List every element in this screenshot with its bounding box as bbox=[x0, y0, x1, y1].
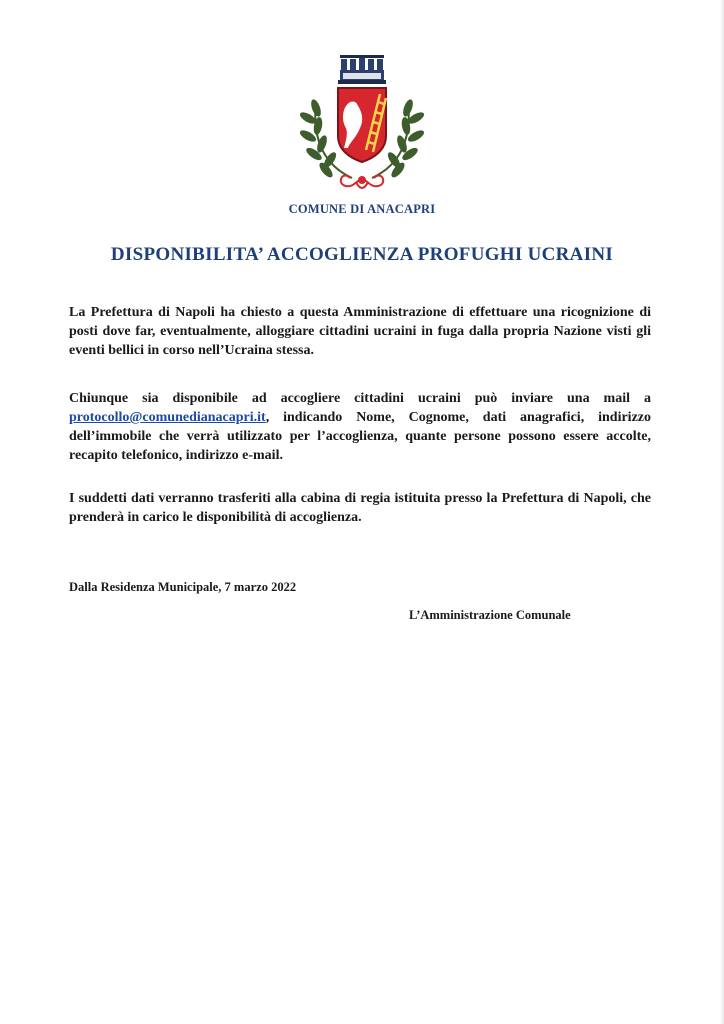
email-link[interactable]: protocollo@comunedianacapri.it bbox=[69, 410, 266, 425]
municipality-name: COMUNE DI ANACAPRI bbox=[288, 202, 436, 216]
paragraph-prefettura-request: La Prefettura di Napoli ha chiesto a questa Amministrazione di effettuare una ricognizione di posti dove far, eventualmente, alloggiare cittadini ucraini in fuga dalla propria Nazione visti gli eventi bellici in corso nell’Ucraina stessa. bbox=[69, 305, 651, 358]
crown-icon bbox=[338, 55, 386, 84]
ribbon-icon bbox=[341, 176, 383, 188]
signature: L’Amministrazione Comunale bbox=[409, 608, 571, 622]
paragraph-data-transfer: I suddetti dati verranno trasferiti alla cabina di regia istituita presso la Prefettura di Napoli, che prenderà in carico le disponibilità di accoglienza. bbox=[69, 491, 651, 525]
paragraph-intro-text: Chiunque sia disponibile ad accogliere cittadini ucraini può inviare una mail a bbox=[69, 391, 651, 406]
document-title: DISPONIBILITA’ ACCOGLIENZA PROFUGHI UCRAINI bbox=[110, 244, 614, 265]
coat-of-arms-logo bbox=[294, 50, 430, 200]
shield-icon bbox=[338, 88, 386, 162]
page-edge bbox=[720, 0, 724, 1024]
dateline: Dalla Residenza Municipale, 7 marzo 2022 bbox=[69, 580, 297, 594]
paragraph-how-to-apply bbox=[69, 389, 651, 465]
paragraph-details-text: , indicando Nome, Cognome, dati anagrafici, indirizzo dell’immobile che verrà utilizzato per l’accoglienza, quante persone possono essere accolte, recapito telefonico, indirizzo e-mail. bbox=[69, 410, 651, 463]
